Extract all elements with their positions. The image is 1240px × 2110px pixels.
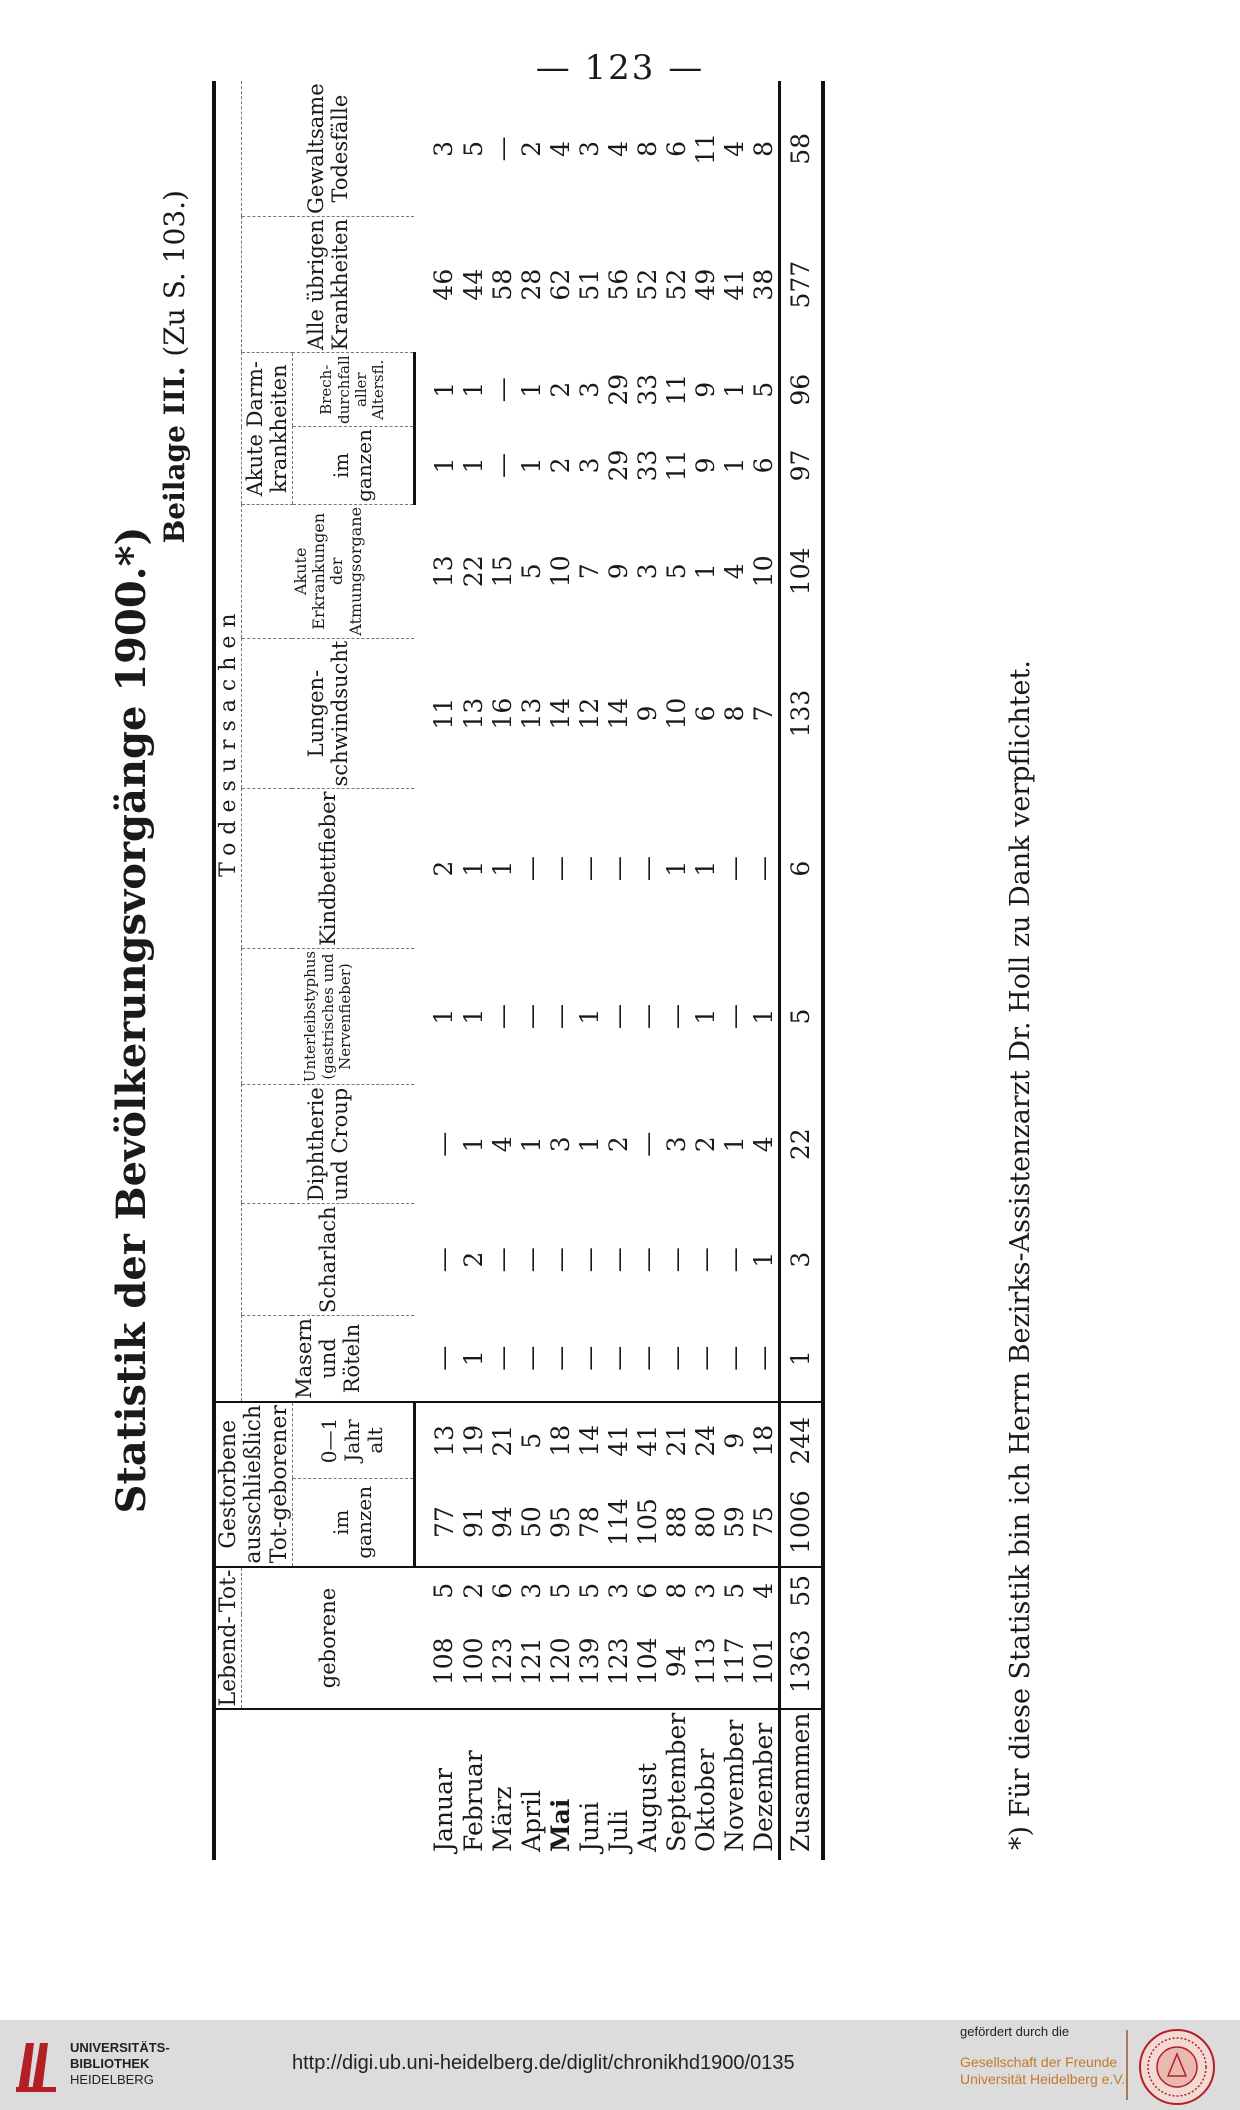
lungen-cell: 10 [661,697,691,730]
jahr-cell: 9 [720,1402,749,1479]
tot-cell: 3 [604,1567,633,1615]
lebend-cell: 123 [487,1637,517,1686]
scharlach-cell: — [661,1247,691,1273]
masern-cell: — [748,1345,778,1371]
diph-cell: 1 [574,1136,604,1153]
uebrige-cell: 56 [603,268,633,301]
lebend-cell: 101 [748,1637,778,1686]
darm-cell: 1 [458,457,488,474]
kindbett-cell: 1 [661,860,691,877]
gest-cell: 95 [545,1506,575,1538]
atmung-cell: 9 [603,563,633,580]
footer-divider [1126,2030,1128,2100]
brech-cell: 11 [661,373,691,406]
header-null-eins-jahr: 0—1 Jahr alt [292,1402,414,1479]
gest-cell: 91 [458,1506,488,1538]
kindbett-cell: — [545,856,575,882]
header-brechdurchfall: Brech-durchfall aller Altersfl. [292,353,414,427]
gewalt-cell: 4 [545,140,575,157]
jahr-cell: 21 [488,1402,517,1479]
jahr-cell: 13 [414,1402,459,1479]
jahr-cell: 21 [662,1402,691,1479]
month-cell: Januar [414,1709,459,1860]
table-row [633,81,662,1860]
typhus-cell: 1 [429,1008,459,1025]
kindbett-cell: — [516,856,546,882]
diph-cell: 4 [487,1136,517,1153]
gewalt-cell: 3 [429,140,459,157]
lungen-cell: 6 [690,705,720,722]
month-cell: August [633,1709,662,1860]
atmung-cell: 22 [458,555,488,588]
footnote: *) Für diese Statistik bin ich Herrn Bezirks-Assistenzarzt Dr. Holl zu Dank verpflichtet. [1005,660,1036,1850]
masern-cell: — [603,1345,633,1371]
scharlach-cell: — [429,1247,459,1273]
brech-cell: 3 [574,381,604,398]
masern-cell: — [661,1345,691,1371]
rotated-table-page [100,83,1100,1890]
diph-cell: 1 [458,1136,488,1153]
month-cell: Juni [575,1709,604,1860]
tot-cell: 3 [691,1567,720,1615]
kindbett-cell: — [603,856,633,882]
header-darmkrankheiten: Akute Darm-krankheiten [242,353,293,504]
month-cell: Juli [604,1709,633,1860]
month-header [214,1709,414,1860]
library-line-1: UNIVERSITÄTS- [70,2040,170,2055]
table-row [517,81,546,1860]
masern-cell: — [487,1345,517,1371]
uebrige-cell: 52 [632,268,662,301]
total-gewalt: 58 [779,81,823,216]
header-lebend: Lebend- [214,1614,242,1709]
lungen-cell: 7 [748,705,778,722]
uebrige-cell: 49 [690,268,720,301]
diph-cell: 1 [719,1136,749,1153]
darm-cell: 33 [632,449,662,482]
gest-cell: 59 [719,1506,749,1538]
uebrige-cell: 58 [487,268,517,301]
header-scharlach: Scharlach [242,1204,415,1316]
darm-cell: 3 [574,457,604,474]
atmung-cell: 15 [487,555,517,588]
sponsor-line-1: Gesellschaft der Freunde [960,2054,1118,2070]
uebrige-cell: 51 [574,268,604,301]
masern-cell: — [574,1345,604,1371]
table-row [691,81,720,1860]
brech-cell: 29 [603,373,633,406]
lebend-cell: 100 [458,1637,488,1686]
table-row [459,81,488,1860]
tot-cell: 3 [517,1567,546,1615]
gewalt-cell: 11 [690,132,720,165]
sponsor-name[interactable] [960,2054,1125,2088]
lebend-cell: 108 [429,1637,459,1686]
header-uebrige: Alle übrigen Krankheiten [242,216,415,353]
gest-cell: 88 [661,1506,691,1538]
table-row [575,81,604,1860]
jahr-cell: 18 [546,1402,575,1479]
gewalt-cell: 3 [574,140,604,157]
header-masern: Masern und Röteln [242,1316,415,1402]
typhus-cell: — [661,1004,691,1030]
kindbett-cell: 2 [429,860,459,877]
tot-cell: 5 [414,1567,459,1615]
uebrige-cell: 52 [661,268,691,301]
jahr-cell: 41 [633,1402,662,1479]
uebrige-cell: 46 [429,268,459,301]
typhus-cell: 1 [574,1008,604,1025]
table-row [604,81,633,1860]
atmung-cell: 10 [748,555,778,588]
jahr-cell: 5 [517,1402,546,1479]
lungen-cell: 8 [719,705,749,722]
darm-cell: 1 [429,457,459,474]
atmung-cell: 5 [661,563,691,580]
tot-cell: 5 [575,1567,604,1615]
darm-cell: 29 [603,449,633,482]
kindbett-cell: — [574,856,604,882]
darm-cell: 11 [661,449,691,482]
document-url-link[interactable]: http://digi.ub.uni-heidelberg.de/diglit/chronikhd1900/0135 [292,2052,795,2074]
gewalt-cell: — [487,136,517,162]
masern-cell: — [429,1345,459,1371]
header-kindbettfieber: Kindbettfieber [242,789,415,948]
lebend-cell: 117 [719,1637,749,1686]
total-tot: 55 [779,1567,823,1615]
brech-cell: 1 [719,381,749,398]
tot-cell: 8 [662,1567,691,1615]
brech-cell: 1 [516,381,546,398]
scharlach-cell: — [603,1247,633,1273]
gewalt-cell: 4 [603,140,633,157]
brech-cell: 9 [690,381,720,398]
atmung-cell: 1 [690,563,720,580]
brech-cell: 5 [748,381,778,398]
header-tot: Tot- [214,1567,242,1615]
scharlach-cell: — [487,1247,517,1273]
header-todesursachen: Todesursachen [214,81,242,1401]
masern-cell: — [632,1345,662,1371]
scharlach-cell: — [516,1247,546,1273]
library-line-3: HEIDELBERG [70,2072,154,2087]
kindbett-cell: — [719,856,749,882]
scharlach-cell: — [574,1247,604,1273]
header-darm-im-ganzen: im ganzen [292,427,414,505]
gewalt-cell: 6 [661,140,691,157]
total-kindbett: 6 [779,789,823,948]
masern-cell: — [545,1345,575,1371]
page-title: Statistik der Bevölkerungsvorgänge 1900.*) [108,526,155,1514]
jahr-cell: 41 [604,1402,633,1479]
table-row [662,81,691,1860]
gewalt-cell: 8 [632,140,662,157]
diph-cell: 4 [748,1136,778,1153]
sponsor-label: gefördert durch die [960,2024,1070,2039]
month-cell: März [488,1709,517,1860]
brech-cell: 2 [545,381,575,398]
lebend-cell: 113 [690,1637,720,1686]
masern-cell: — [719,1345,749,1371]
lungen-cell: 16 [487,697,517,730]
lebend-cell: 120 [545,1637,575,1686]
tot-cell: 5 [546,1567,575,1615]
uebrige-cell: 28 [516,268,546,301]
gewalt-cell: 2 [516,140,546,157]
lungen-cell: 11 [429,697,459,730]
typhus-cell: — [516,1004,546,1030]
jahr-cell: 14 [575,1402,604,1479]
lungen-cell: 12 [574,697,604,730]
kindbett-cell: 1 [690,860,720,877]
diph-cell: 2 [690,1136,720,1153]
atmung-cell: 5 [516,563,546,580]
scharlach-cell: 2 [458,1251,488,1268]
scharlach-cell: — [719,1247,749,1273]
typhus-cell: — [487,1004,517,1030]
brech-cell: 1 [458,381,488,398]
kindbett-cell: — [632,856,662,882]
diph-cell: 3 [545,1136,575,1153]
lebend-cell: 94 [661,1645,691,1678]
footer-bar [0,2020,1240,2110]
gest-cell: 105 [632,1498,662,1546]
month-cell: Mai [546,1709,575,1860]
month-cell: November [720,1709,749,1860]
uebrige-cell: 44 [458,268,488,301]
lebend-cell: 104 [632,1637,662,1686]
library-logo-icon [12,2035,60,2095]
header-gestorbene: Gestorbene ausschließlich Tot-geborener [214,1402,292,1567]
total-lebend: 1363 [779,1614,823,1709]
brech-cell: — [487,377,517,403]
gest-cell: 77 [429,1506,459,1538]
tot-cell: 6 [633,1567,662,1615]
gest-cell: 94 [487,1506,517,1538]
darm-cell: 6 [748,457,778,474]
month-cell: September [662,1709,691,1860]
brech-cell: 1 [429,381,459,398]
total-jahr: 244 [779,1402,823,1479]
jahr-cell: 19 [459,1402,488,1479]
total-lungen: 133 [779,638,823,789]
appendix-label [158,190,191,543]
atmung-cell: 10 [545,555,575,588]
masern-cell: — [516,1345,546,1371]
darm-cell: 2 [545,457,575,474]
atmung-cell: 7 [574,563,604,580]
table-row [488,81,517,1860]
tot-cell: 6 [488,1567,517,1615]
total-uebrige: 577 [779,216,823,353]
table-row [749,81,780,1860]
diph-cell: — [429,1131,459,1157]
month-cell: Dezember [749,1709,780,1860]
atmung-cell: 4 [719,563,749,580]
header-akute-atmung: Akute Erkrankungen der Atmungsorgane [242,504,415,638]
sponsor-line-2: Universität Heidelberg e.V. [960,2071,1126,2087]
university-seal-icon [1138,2028,1216,2106]
table-row [414,81,459,1860]
total-diph: 22 [779,1085,823,1204]
diph-cell: 1 [516,1136,546,1153]
gest-cell: 114 [603,1498,633,1546]
total-gest: 1006 [779,1479,823,1567]
darm-cell: 9 [690,457,720,474]
header-gewaltsame: Gewaltsame Todesfälle [242,81,415,216]
uebrige-cell: 41 [719,268,749,301]
brech-cell: 33 [632,373,662,406]
header-unterleibstyphus: Unterleibstyphus (gastrisches und Nervenfieber) [242,948,415,1084]
kindbett-cell: 1 [458,860,488,877]
lebend-cell: 123 [603,1637,633,1686]
header-geborene: geborene [242,1567,415,1710]
gewalt-cell: 4 [719,140,749,157]
kindbett-cell: — [748,856,778,882]
typhus-cell: — [603,1004,633,1030]
total-darm: 97 [779,427,823,505]
atmung-cell: 13 [429,555,459,588]
header-lungenschwindsucht: Lungen-schwindsucht [242,638,415,789]
lebend-cell: 121 [516,1637,546,1686]
scharlach-cell: — [632,1247,662,1273]
lungen-cell: 9 [632,705,662,722]
gewalt-cell: 8 [748,140,778,157]
typhus-cell: — [632,1004,662,1030]
diph-cell: — [632,1131,662,1157]
diph-cell: 2 [603,1136,633,1153]
library-line-2: BIBLIOTHEK [70,2056,150,2071]
total-scharlach: 3 [779,1204,823,1316]
total-typhus: 5 [779,948,823,1084]
gest-cell: 80 [690,1506,720,1538]
jahr-cell: 24 [691,1402,720,1479]
table-row [720,81,749,1860]
library-name [70,2040,170,2088]
lungen-cell: 13 [516,697,546,730]
tot-cell: 2 [459,1567,488,1615]
scharlach-cell: 1 [748,1251,778,1268]
total-row [779,81,823,1860]
diph-cell: 3 [661,1136,691,1153]
gest-cell: 75 [748,1506,778,1538]
lebend-cell: 139 [574,1637,604,1686]
typhus-cell: — [719,1004,749,1030]
typhus-cell: 1 [690,1008,720,1025]
tot-cell: 4 [749,1567,780,1615]
typhus-cell: 1 [748,1008,778,1025]
gewalt-cell: 5 [458,140,488,157]
scharlach-cell: — [690,1247,720,1273]
scharlach-cell: — [545,1247,575,1273]
typhus-cell: 1 [458,1008,488,1025]
typhus-cell: — [545,1004,575,1030]
atmung-cell: 3 [632,563,662,580]
header-diphtherie: Diphtherie und Croup [242,1085,415,1204]
uebrige-cell: 62 [545,268,575,301]
gest-cell: 78 [574,1506,604,1538]
kindbett-cell: 1 [487,860,517,877]
lungen-cell: 14 [545,697,575,730]
gest-cell: 50 [516,1506,546,1538]
tot-cell: 5 [720,1567,749,1615]
month-cell: Oktober [691,1709,720,1860]
masern-cell: 1 [458,1350,488,1367]
month-cell: Februar [459,1709,488,1860]
total-label: Zusammen [779,1709,823,1860]
statistics-table [212,81,825,1860]
darm-cell: — [487,452,517,478]
uebrige-cell: 38 [748,268,778,301]
jahr-cell: 18 [749,1402,780,1479]
darm-cell: 1 [516,457,546,474]
appendix-number: Beilage III. [158,366,191,544]
lungen-cell: 14 [603,697,633,730]
total-atmung: 104 [779,504,823,638]
masern-cell: — [690,1345,720,1371]
total-brech: 96 [779,353,823,427]
month-cell: April [517,1709,546,1860]
total-masern: 1 [779,1316,823,1402]
page-number: — 123 — [535,48,705,88]
table-row [546,81,575,1860]
header-im-ganzen: im ganzen [292,1479,414,1567]
darm-cell: 1 [719,457,749,474]
appendix-reference: (Zu S. 103.) [158,190,191,357]
lungen-cell: 13 [458,697,488,730]
